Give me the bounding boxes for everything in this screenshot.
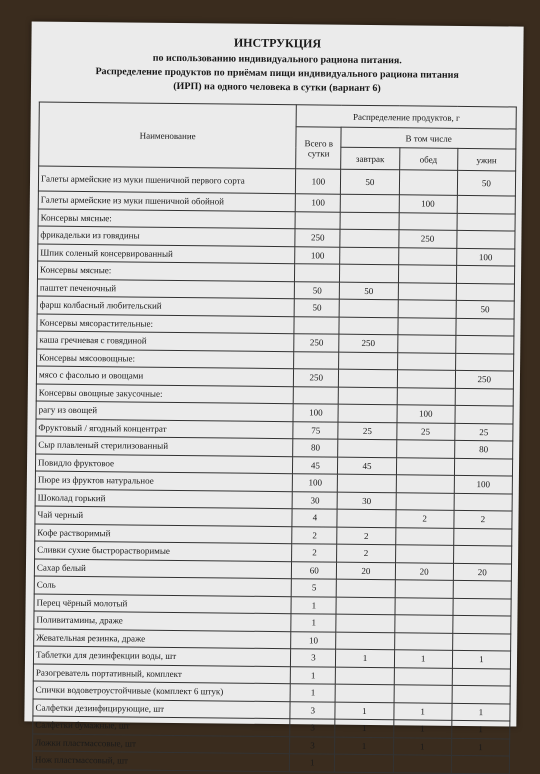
cell-lunch [396, 457, 454, 475]
cell-total: 2 [292, 526, 337, 544]
cell-lunch [398, 300, 456, 318]
cell-dinner [454, 493, 512, 511]
cell-total: 100 [296, 169, 341, 194]
cell-name: Сыр плавленый стерилизованный [36, 436, 294, 456]
cell-name: Соль [34, 576, 292, 596]
cell-total: 4 [292, 509, 337, 527]
cell-total [295, 211, 340, 229]
cell-name: Салфетки бумажные, шт [33, 716, 291, 736]
cell-breakfast: 45 [338, 457, 396, 475]
header-dinner: ужин [457, 148, 515, 171]
cell-breakfast [337, 509, 395, 527]
cell-breakfast: 30 [337, 492, 395, 510]
cell-total: 250 [295, 229, 340, 247]
cell-breakfast: 50 [341, 169, 399, 195]
cell-name: мясо с фасолью и овощами [36, 366, 294, 386]
cell-total: 10 [291, 631, 336, 649]
cell-lunch [397, 317, 455, 335]
cell-total: 100 [293, 404, 338, 422]
cell-name: Повидло фруктовое [35, 454, 293, 474]
cell-lunch [399, 212, 457, 230]
cell-dinner [457, 195, 515, 213]
cell-name: Консервы мясные: [37, 261, 295, 281]
cell-name: Консервы мясоовощные: [37, 349, 295, 369]
cell-name: Шпик соленый консервированный [38, 244, 296, 264]
cell-name: Разогреватель портативный, комплект [33, 663, 291, 683]
cell-total: 50 [295, 281, 340, 299]
cell-dinner [457, 230, 515, 248]
cell-lunch [396, 440, 454, 458]
cell-breakfast: 250 [339, 334, 397, 352]
cell-breakfast: 1 [335, 702, 393, 720]
cell-breakfast [339, 299, 397, 317]
cell-breakfast [336, 667, 394, 685]
cell-dinner [454, 458, 512, 476]
cell-dinner: 80 [454, 440, 512, 458]
cell-name: Салфетки дезинфицирующие, шт [33, 698, 291, 718]
cell-name: Консервы овощные закусочные: [36, 384, 294, 404]
cell-lunch: 1 [393, 737, 451, 755]
cell-name: Кофе растворимый [35, 524, 293, 544]
cell-total: 60 [292, 561, 337, 579]
cell-breakfast [340, 229, 398, 247]
cell-breakfast [340, 212, 398, 230]
cell-lunch [399, 170, 457, 196]
cell-dinner: 1 [452, 650, 510, 668]
cell-breakfast: 20 [337, 562, 395, 580]
cell-breakfast [339, 317, 397, 335]
cell-name: рагу из овощей [36, 401, 294, 421]
cell-breakfast [339, 369, 397, 387]
cell-name: Ложки пластмассовые, шт [33, 733, 291, 753]
cell-lunch [395, 580, 453, 598]
cell-breakfast: 1 [335, 737, 393, 755]
cell-name: фрикадельки из говядины [38, 226, 296, 246]
cell-dinner [457, 213, 515, 231]
cell-total: 1 [291, 666, 336, 684]
cell-lunch: 100 [399, 195, 457, 213]
cell-lunch [396, 475, 454, 493]
cell-breakfast: 2 [337, 527, 395, 545]
header-lunch: обед [399, 148, 457, 171]
cell-breakfast [340, 264, 398, 282]
cell-dinner [452, 668, 510, 686]
cell-total: 1 [291, 596, 336, 614]
instruction-sheet [24, 21, 523, 768]
cell-total: 1 [290, 684, 335, 702]
cell-name: Спички водоветроустойчивые (комплект 6 штук) [33, 681, 291, 701]
cell-total [294, 316, 339, 334]
cell-lunch [394, 615, 452, 633]
cell-breakfast [338, 404, 396, 422]
cell-lunch [397, 335, 455, 353]
cell-total: 45 [293, 456, 338, 474]
cell-dinner: 1 [452, 703, 510, 721]
cell-name: Поливитамины, драже [34, 611, 292, 631]
cell-name: Галеты армейские из муки пшеничной обойной [38, 191, 296, 211]
cell-breakfast [336, 579, 394, 597]
cell-dinner [455, 405, 513, 423]
cell-dinner [453, 615, 511, 633]
cell-dinner: 100 [456, 248, 514, 266]
cell-total [294, 386, 339, 404]
cell-lunch: 1 [394, 650, 452, 668]
cell-total: 75 [293, 421, 338, 439]
header-including: В том числе [341, 127, 516, 149]
cell-breakfast [336, 597, 394, 615]
cell-breakfast: 1 [335, 719, 393, 737]
cell-breakfast [339, 352, 397, 370]
cell-total: 100 [293, 474, 338, 492]
cell-total: 100 [295, 246, 340, 264]
cell-breakfast [335, 684, 393, 702]
cell-lunch [397, 352, 455, 370]
cell-name: Чай черный [35, 506, 293, 526]
cell-name: Фруктовый / ягодный концентрат [36, 419, 294, 439]
cell-breakfast [338, 439, 396, 457]
cell-dinner: 50 [457, 170, 515, 196]
cell-lunch [394, 685, 452, 703]
cell-total: 3 [290, 719, 335, 737]
cell-dinner [455, 335, 513, 353]
cell-lunch: 20 [395, 562, 453, 580]
cell-lunch: 1 [393, 702, 451, 720]
cell-dinner [456, 265, 514, 283]
cell-total: 50 [294, 299, 339, 317]
cell-name: фарш колбасный любительский [37, 296, 295, 316]
cell-name: каша гречневая с говядиной [37, 331, 295, 351]
cell-breakfast [340, 247, 398, 265]
cell-lunch [395, 545, 453, 563]
cell-name: Шоколад горький [35, 489, 293, 509]
cell-lunch [393, 755, 451, 773]
cell-breakfast [336, 632, 394, 650]
cell-total: 1 [291, 614, 336, 632]
cell-lunch [394, 667, 452, 685]
cell-name: паштет печеночный [37, 279, 295, 299]
cell-total: 80 [293, 439, 338, 457]
cell-total: 1 [290, 754, 335, 772]
cell-lunch [397, 387, 455, 405]
cell-lunch [395, 597, 453, 615]
cell-name: Консервы мясные: [38, 209, 296, 229]
cell-name: Консервы мясорастительные: [37, 314, 295, 334]
cell-total: 3 [290, 701, 335, 719]
cell-lunch: 1 [393, 720, 451, 738]
cell-lunch [396, 492, 454, 510]
cell-dinner [453, 580, 511, 598]
cell-breakfast [339, 387, 397, 405]
cell-lunch [394, 632, 452, 650]
cell-dinner [453, 528, 511, 546]
cell-dinner: 2 [454, 510, 512, 528]
cell-total [295, 264, 340, 282]
cell-breakfast: 50 [340, 282, 398, 300]
cell-total: 3 [291, 649, 336, 667]
cell-lunch [397, 370, 455, 388]
cell-breakfast: 2 [337, 544, 395, 562]
cell-name: Пюре из фруктов натуральное [35, 471, 293, 491]
cell-breakfast: 1 [336, 649, 394, 667]
header-distribution: Распределение продуктов, г [296, 105, 516, 129]
cell-total: 250 [294, 334, 339, 352]
cell-name: Сахар белый [34, 559, 292, 579]
document-title: ИНСТРУКЦИЯ [233, 35, 322, 51]
cell-dinner: 100 [454, 475, 512, 493]
cell-total: 250 [294, 369, 339, 387]
cell-lunch [398, 247, 456, 265]
cell-name: Сливки сухие быстрорастворимые [35, 541, 293, 561]
cell-breakfast [338, 474, 396, 492]
header-total: Всего в сутки [296, 127, 341, 169]
cell-dinner [453, 598, 511, 616]
cell-dinner [452, 685, 510, 703]
cell-dinner [455, 388, 513, 406]
cell-total: 100 [296, 194, 341, 212]
cell-name: Перец чёрный молотый [34, 594, 292, 614]
cell-breakfast [335, 754, 393, 772]
cell-dinner [456, 283, 514, 301]
cell-breakfast [336, 614, 394, 632]
cell-name: Галеты армейские из муки пшеничной первого сорта [38, 166, 296, 194]
cell-lunch [395, 527, 453, 545]
cell-dinner: 25 [455, 423, 513, 441]
cell-lunch: 250 [398, 230, 456, 248]
cell-total: 30 [292, 491, 337, 509]
cell-breakfast [341, 194, 399, 212]
cell-dinner [452, 633, 510, 651]
cell-total: 2 [292, 544, 337, 562]
cell-dinner [456, 318, 514, 336]
ration-table [32, 102, 517, 774]
table-row [32, 751, 509, 773]
document-subtitle-1: по использованию индивидуального рациона питания. [152, 52, 402, 67]
cell-dinner: 20 [453, 563, 511, 581]
cell-breakfast: 25 [338, 422, 396, 440]
cell-dinner: 250 [455, 370, 513, 388]
cell-name: Жевательная резинка, драже [34, 628, 292, 648]
header-breakfast: завтрак [341, 147, 399, 170]
cell-dinner: 1 [451, 738, 509, 756]
header-name: Наименование [39, 102, 297, 169]
cell-dinner [451, 755, 509, 773]
cell-name: Нож пластмассовый, шт [32, 751, 290, 771]
cell-lunch [398, 282, 456, 300]
cell-lunch: 25 [396, 422, 454, 440]
cell-dinner [455, 353, 513, 371]
cell-lunch: 100 [397, 405, 455, 423]
cell-name: Таблетки для дезинфекции воды, шт [33, 646, 291, 666]
document-subtitle-3: (ИРП) на одного человека в сутки (вариант 6) [173, 80, 381, 95]
cell-dinner: 50 [456, 300, 514, 318]
cell-total [294, 351, 339, 369]
cell-dinner: 1 [451, 720, 509, 738]
cell-lunch [398, 265, 456, 283]
table-body [32, 166, 515, 773]
cell-lunch: 2 [395, 510, 453, 528]
cell-total: 3 [290, 736, 335, 754]
document-subtitle-2: Распределение продуктов по приёмам пищи индивидуального рациона питания [95, 66, 459, 81]
cell-total: 5 [292, 579, 337, 597]
cell-dinner [453, 545, 511, 563]
